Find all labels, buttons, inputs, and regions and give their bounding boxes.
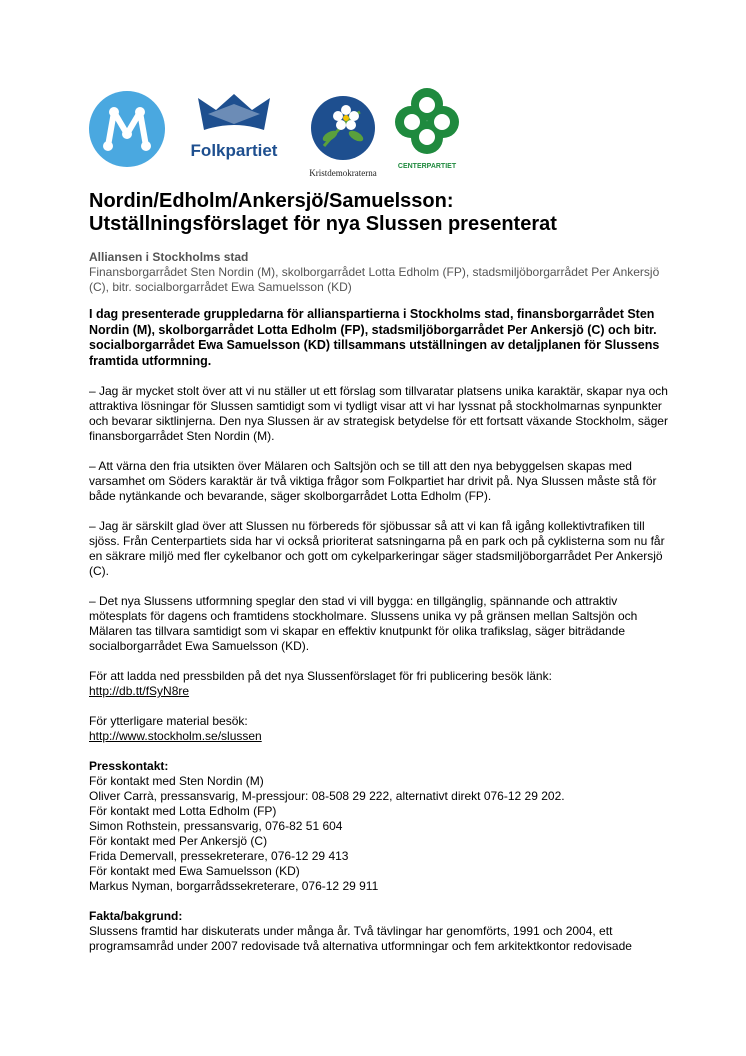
- stockholm-slussen-link[interactable]: http://www.stockholm.se/slussen: [89, 729, 262, 743]
- download-text: För att ladda ned pressbilden på det nya Slussenförslaget för fri publicering besök länk:: [89, 669, 552, 683]
- kristdemokraterna-logo: [300, 92, 386, 180]
- press-contact-line: Frida Demervall, pressekreterare, 076-12 29 413: [89, 849, 349, 863]
- people-line: Finansborgarrådet Sten Nordin (M), skolborgarrådet Lotta Edholm (FP), stadsmiljöborgarrådet Per Ankersjö (C), bitr. socialborgarrådet Ewa Samuelsson (KD): [89, 265, 660, 294]
- press-contact-line: Simon Rothstein, pressansvarig, 076-82 51 604: [89, 819, 343, 833]
- centerpartiet-logo: [394, 86, 460, 172]
- party-logos: [86, 82, 466, 178]
- press-contact-line: För kontakt med Lotta Edholm (FP): [89, 804, 277, 818]
- facts-heading: Fakta/bakgrund:: [89, 909, 183, 923]
- quote-edholm: – Att värna den fria utsikten över Mälaren och Saltsjön och se till att den nya bebyggelsen skapas med varsamhet om Söders karaktär är två viktiga frågor som Folkpartiet har drivit på. Nya Slussen måste stå för både nytänkande och bevarande, säger skolborgarrådet Lotta Edholm (FP).: [89, 459, 657, 503]
- title-line-2: Utställningsförslaget för nya Slussen presenterat: [89, 213, 557, 235]
- press-contact-line: För kontakt med Ewa Samuelsson (KD): [89, 864, 300, 878]
- press-contact-heading: Presskontakt:: [89, 759, 169, 773]
- title-line-1: Nordin/Edholm/Ankersjö/Samuelsson:: [89, 190, 454, 212]
- kristdemokraterna-caption: Kristdemokraterna: [309, 168, 377, 178]
- centerpartiet-caption: CENTERPARTIET: [397, 163, 457, 170]
- facts-text: Slussens framtid har diskuterats under många år. Två tävlingar har genomförts, 1991 och 2004, ett programsamråd under 2007 redovisade två alternativa utformningar och fem arkitektkontor redovisade: [89, 924, 632, 953]
- lead-paragraph: I dag presenterade gruppledarna för allianspartierna i Stockholms stad, finansborgarrådet Sten Nordin (M), skolborgarrådet Lotta Edholm (FP), stadsmiljöborgarrådet Per Ankersjö (C) och bitr. socialborgarrådet Ewa Samuelsson (KD) tillsammans utställningen av detaljplanen för Slussens framtida utformning.: [89, 307, 660, 368]
- press-contact-line: Markus Nyman, borgarrådssekreterare, 076-12 29 911: [89, 879, 379, 893]
- press-contact-line: För kontakt med Per Ankersjö (C): [89, 834, 268, 848]
- moderaterna-logo: [88, 90, 166, 168]
- article-body: [89, 250, 669, 954]
- quote-ankersjo: – Jag är särskilt glad över att Slussen nu förbereds för sjöbussar så att vi kan få igång kollektivtrafiken till sjöss. Från Centerpartiets sida har vi också prioriterat satsningarna på en park och på cyklisterna som nu får en säkrare miljö med fler cykelbanor och gott om cykelparkeringar säger stadsmiljöborgarrådet Per Ankersjö (C).: [89, 519, 665, 578]
- quote-nordin: – Jag är mycket stolt över att vi nu ställer ut ett förslag som tillvaratar platsens unika karaktär, skapar nya och attraktiva lösningar för Slussen samtidigt som vi tydligt visar att vi har lyssnat på stockholmarnas synpunkter och bevarar siktlinjerna. Den nya Slussen är av strategisk betydelse för ett fortsatt växande Stockholm, säger finansborgarrådet Sten Nordin (M).: [89, 384, 668, 443]
- quote-samuelsson: – Det nya Slussens utformning speglar den stad vi vill bygga: en tillgänglig, spännande och attraktiv mötesplats för dagens och framtidens stockholmare. Slussens unika vy på gränsen mellan Saltsjön och Mälaren tas tillvara samtidigt som vi skapar en effektiv knutpunkt för olika trafikslag, säger biträdande socialborgarrådet Ewa Samuelsson (KD).: [89, 594, 638, 653]
- organization: Alliansen i Stockholms stad: [89, 250, 249, 264]
- press-contact-line: Oliver Carrà, pressansvarig, M-pressjour: 08-508 29 222, alternativt direkt 076-12 29 202.: [89, 789, 565, 803]
- folkpartiet-logo: [188, 90, 280, 172]
- more-material-text: För ytterligare material besök:: [89, 714, 248, 728]
- press-contact-line: För kontakt med Sten Nordin (M): [89, 774, 264, 788]
- pressbild-link[interactable]: http://db.tt/fSyN8re: [89, 684, 190, 698]
- page-title: [89, 190, 689, 236]
- folkpartiet-caption: Folkpartiet: [190, 141, 278, 160]
